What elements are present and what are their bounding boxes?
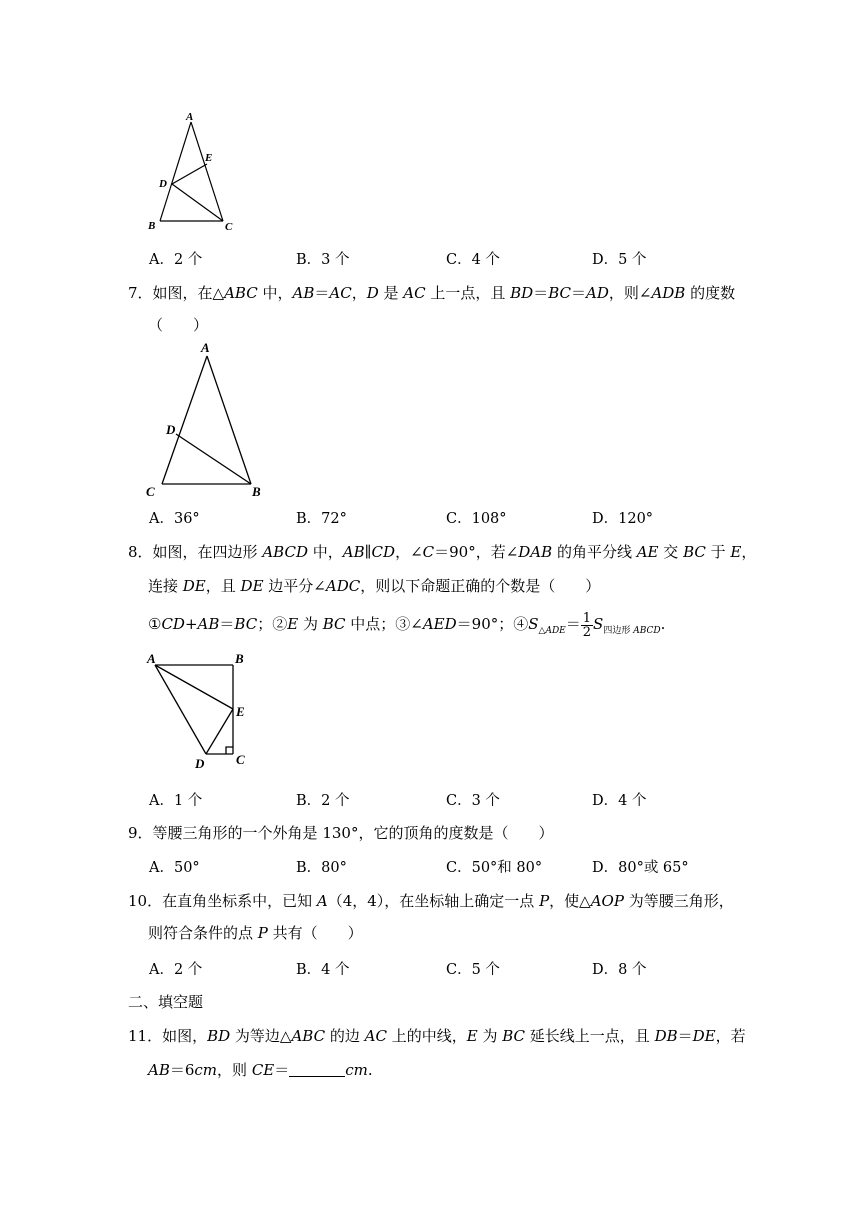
q10-option-c: C．5 个	[446, 962, 500, 978]
q7-label-d: D	[166, 422, 176, 437]
q7-option-d: D．120°	[592, 511, 654, 527]
q11-answer-blank[interactable]	[289, 1062, 345, 1077]
q6-label-b: B	[148, 220, 156, 232]
q11-stem-line1: 11．如图，BD 为等边△ABC 的边 AC 上的中线，E 为 BC 延长线上一点，且 DB＝DE，若	[128, 1027, 746, 1045]
q9-option-a: A．50°	[149, 860, 200, 876]
q6-label-d: D	[159, 178, 167, 190]
q10-stem-line2: 则符合条件的点 P 共有（ ）	[148, 924, 363, 942]
q9-stem: 9．等腰三角形的一个外角是 130°，它的顶角的度数是（ ）	[128, 824, 554, 842]
q8-option-d: D．4 个	[592, 793, 647, 809]
q8-option-a: A．1 个	[149, 793, 203, 809]
q10-option-d: D．8 个	[592, 962, 647, 978]
q6-option-b: B．3 个	[296, 252, 350, 268]
q8-stem-line2: 连接 DE，且 DE 边平分∠ADC，则以下命题正确的个数是（ ）	[148, 577, 601, 595]
q7-figure	[140, 338, 270, 503]
section-heading-fill-in: 二、填空题	[128, 993, 204, 1011]
q9-option-b: B．80°	[296, 860, 347, 876]
q6-option-a: A．2 个	[149, 252, 203, 268]
q8-label-e: E	[236, 704, 245, 719]
q7-stem-line1: 7．如图，在△ABC 中，AB＝AC，D 是 AC 上一点，且 BD＝BC＝AD，则∠ADB 的度数	[128, 284, 736, 302]
q7-stem-line2: （ ）	[148, 316, 209, 334]
q8-label-a: A	[147, 651, 156, 666]
q10-option-a: A．2 个	[149, 962, 203, 978]
q7-option-b: B．72°	[296, 511, 347, 527]
q8-label-c: C	[236, 752, 245, 767]
q8-option-c: C．3 个	[446, 793, 500, 809]
q8-label-d: D	[195, 756, 205, 771]
q11-stem-line2: AB＝6cm，则 CE＝ cm.	[148, 1061, 373, 1079]
q6-label-c: C	[225, 221, 233, 233]
q7-label-b: B	[252, 484, 261, 499]
q10-option-b: B．4 个	[296, 962, 350, 978]
q8-figure	[140, 648, 260, 773]
q9-option-c: C．50°和 80°	[446, 860, 543, 876]
q7-label-a: A	[201, 340, 210, 355]
q6-label-a: A	[186, 111, 194, 123]
q6-option-d: D．5 个	[592, 252, 647, 268]
q7-option-a: A．36°	[149, 511, 200, 527]
q8-fraction: $\frac{1}{2}$	[582, 610, 592, 640]
q6-label-e: E	[205, 152, 213, 164]
q6-option-c: C．4 个	[446, 252, 500, 268]
q8-option-b: B．2 个	[296, 793, 350, 809]
q7-option-c: C．108°	[446, 511, 507, 527]
q8-statements: ①CD+AB＝BC；②E 为 BC 中点；③∠AED＝90°；$④S_{\triangle ADE}=$ $\frac{1}{2}$ $S_{四边形 ABCD}$.	[148, 610, 666, 640]
q7-label-c: C	[146, 484, 155, 499]
q8-label-b: B	[235, 651, 244, 666]
q10-stem-line1: 10．在直角坐标系中，已知 A（4，4），在坐标轴上确定一点 P，使△AOP 为等腰三角形，	[128, 892, 734, 910]
q9-option-d: D．80°或 65°	[592, 860, 689, 876]
q8-stem-line1: 8．如图，在四边形 ABCD 中，AB∥CD，∠C＝90°，若∠DAB 的角平分线 AE 交 BC 于 E，	[128, 543, 757, 561]
q6-figure	[140, 108, 250, 238]
